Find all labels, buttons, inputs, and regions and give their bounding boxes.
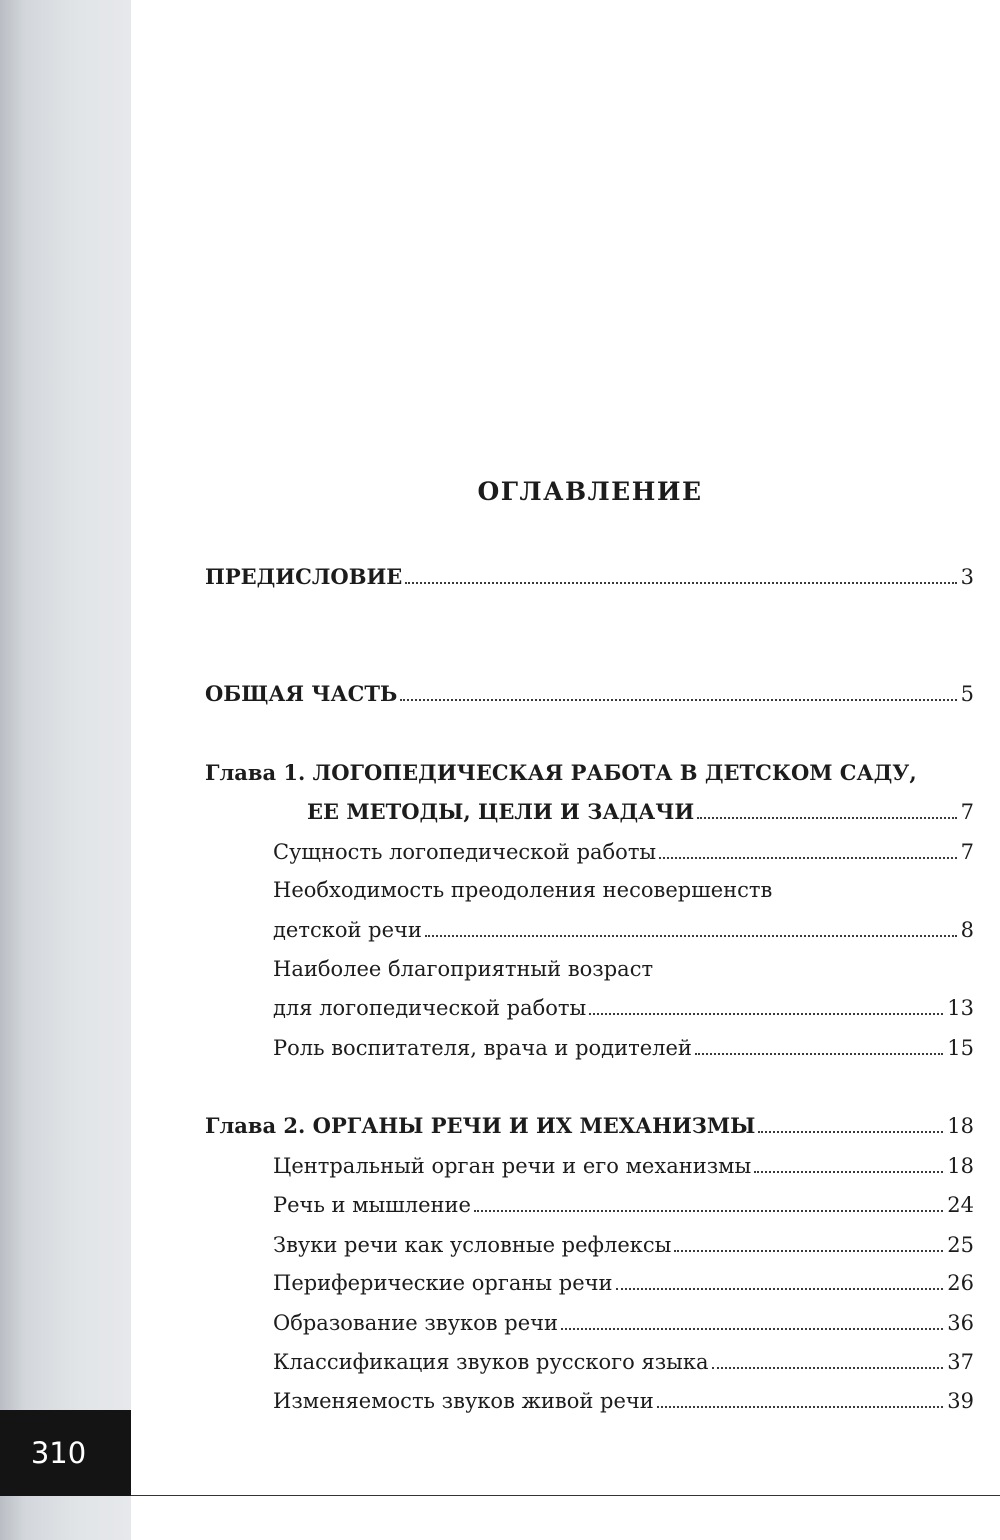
toc-entry-page: 37	[947, 1350, 974, 1374]
toc-entry-page: 15	[947, 1036, 974, 1060]
dot-leader	[758, 1131, 943, 1133]
dot-leader	[657, 1406, 943, 1408]
toc-entry-page: 7	[960, 840, 974, 864]
toc-entry-ch1-item2-line1[interactable]: Необходимость преодоления несовершенств	[273, 878, 773, 902]
toc-entry-page: 8	[960, 918, 974, 942]
toc-entry-ch2-item2[interactable]	[273, 1191, 974, 1219]
toc-entry-ch1-item2[interactable]	[273, 916, 974, 944]
toc-entry-label: Звуки речи как условные рефлексы	[273, 1233, 672, 1257]
toc-entry-page: 18	[947, 1154, 974, 1178]
toc-entry-page: 7	[960, 800, 974, 824]
toc-entry-label: Сущность логопедической работы	[273, 840, 657, 864]
toc-entry-page: 24	[947, 1193, 974, 1217]
toc-entry-ch1-item3-line1[interactable]: Наиболее благоприятный возраст	[273, 957, 654, 981]
toc-entry-page: 13	[947, 996, 974, 1020]
toc-entry-label: Речь и мышление	[273, 1193, 471, 1217]
toc-entry-label: Центральный орган речи и его механизмы	[273, 1154, 752, 1178]
side-strip	[0, 0, 131, 1540]
toc-entry-ch1-item4[interactable]	[273, 1034, 974, 1062]
dot-leader	[400, 699, 956, 701]
toc-entry-page: 5	[960, 682, 974, 706]
dot-leader	[695, 1053, 943, 1055]
page-title: ОГЛАВЛЕНИЕ	[477, 477, 703, 506]
dot-leader	[589, 1013, 943, 1015]
toc-entry-ch2-item1[interactable]	[273, 1152, 974, 1180]
toc-entry-preface[interactable]	[205, 563, 974, 591]
toc-entry-ch2-item7[interactable]	[273, 1387, 974, 1415]
toc-entry-label: Изменяемость звуков живой речи	[273, 1389, 654, 1413]
dot-leader	[561, 1328, 943, 1330]
dot-leader	[712, 1367, 944, 1369]
toc-entry-page: 18	[947, 1114, 974, 1138]
toc-entry-label: детской речи	[273, 918, 422, 942]
toc-entry-ch2-item5[interactable]	[273, 1309, 974, 1337]
chapter2-heading[interactable]	[205, 1112, 974, 1140]
toc-entry-label: Роль воспитателя, врача и родителей	[273, 1036, 692, 1060]
dot-leader	[425, 935, 957, 937]
toc-entry-label: ЕЕ МЕТОДЫ, ЦЕЛИ И ЗАДАЧИ	[307, 799, 695, 824]
toc-entry-label: Классификация звуков русского языка	[273, 1350, 709, 1374]
dot-leader	[405, 582, 956, 584]
toc-entry-page: 26	[947, 1271, 974, 1295]
toc-entry-ch2-item6[interactable]	[273, 1348, 974, 1376]
toc-entry-label: Периферические органы речи	[273, 1271, 613, 1295]
toc-entry-label: Образование звуков речи	[273, 1311, 559, 1335]
dot-leader	[697, 817, 956, 819]
toc-entry-label: Глава 2. ОРГАНЫ РЕЧИ И ИХ МЕХАНИЗМЫ	[205, 1113, 756, 1138]
toc-entry-ch2-item4[interactable]	[273, 1269, 974, 1297]
toc-entry-page: 36	[947, 1311, 974, 1335]
toc-entry-label: ОБЩАЯ ЧАСТЬ	[205, 681, 398, 706]
toc-entry-page: 25	[947, 1233, 974, 1257]
toc-entry-label: ПРЕДИСЛОВИЕ	[205, 564, 403, 589]
toc-entry-label: для логопедической работы	[273, 996, 587, 1020]
dot-leader	[659, 857, 956, 859]
dot-leader	[474, 1210, 943, 1212]
toc-entry-ch2-item3[interactable]	[273, 1231, 974, 1259]
dot-leader	[754, 1171, 943, 1173]
chapter1-heading-line2[interactable]	[307, 798, 974, 826]
toc-entry-general-part[interactable]	[205, 680, 974, 708]
page-number: 310	[0, 1410, 131, 1496]
dot-leader	[674, 1250, 943, 1252]
toc-entry-page: 39	[947, 1389, 974, 1413]
chapter1-heading-line1[interactable]: Глава 1. ЛОГОПЕДИЧЕСКАЯ РАБОТА В ДЕТСКОМ САДУ,	[205, 760, 917, 785]
bottom-rule	[131, 1495, 1000, 1496]
toc-entry-ch1-item3[interactable]	[273, 994, 974, 1022]
toc-entry-ch1-item1[interactable]	[273, 838, 974, 866]
dot-leader	[616, 1288, 944, 1290]
toc-entry-page: 3	[960, 565, 974, 589]
